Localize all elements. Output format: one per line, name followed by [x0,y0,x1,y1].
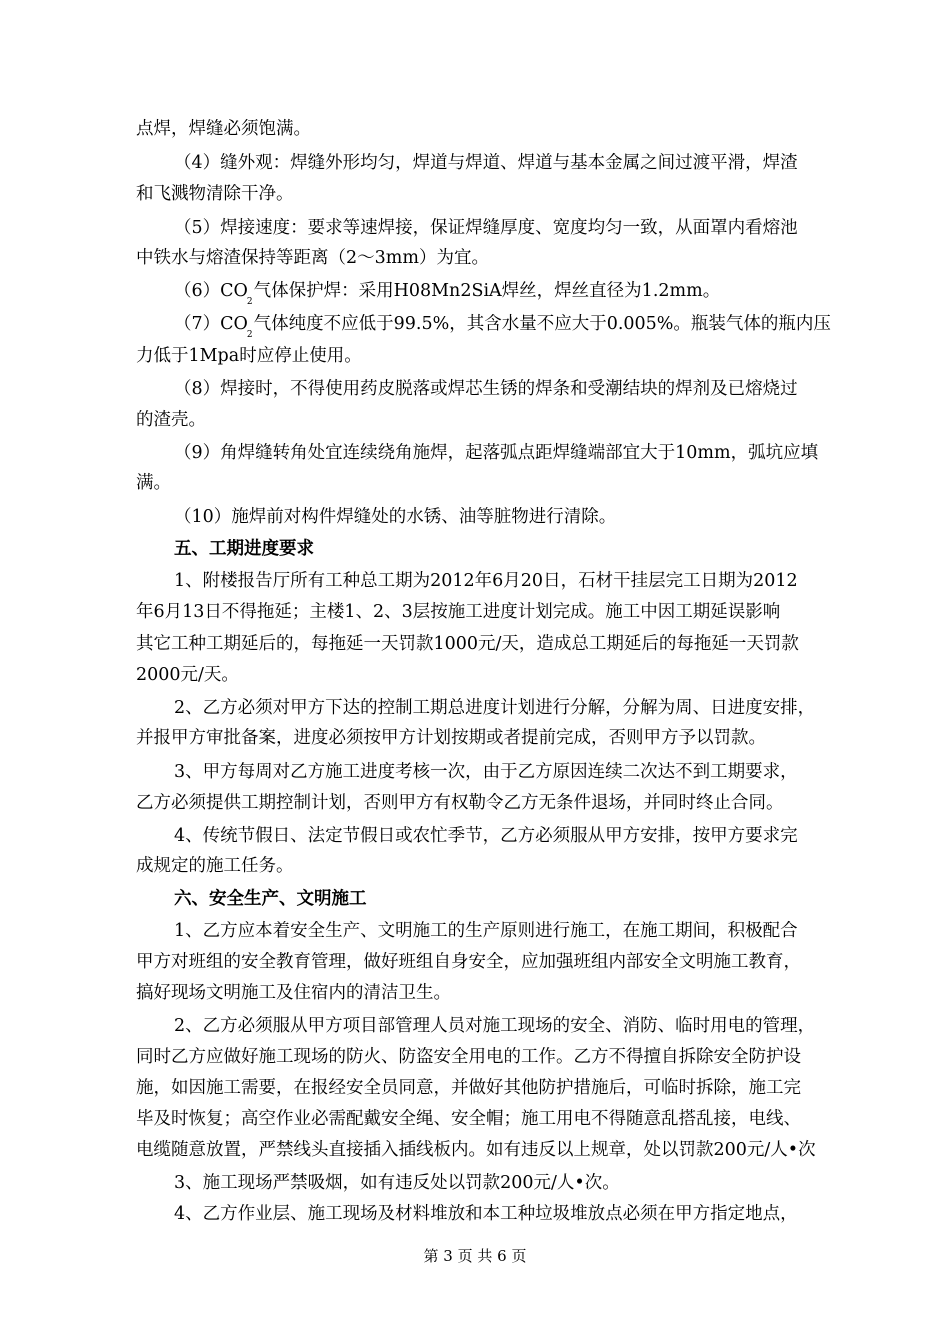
paragraph-line: 力低于1Mpa时应停止使用。 [136,346,362,366]
paragraph-line: 满。 [136,473,171,493]
paragraph-line: 毕及时恢复；高空作业必需配戴安全绳、安全帽；施工用电不得随意乱搭乱接，电线、 [136,1109,801,1129]
paragraph-line: （9）角焊缝转角处宜连续绕角施焊，起落弧点距焊缝端部宜大于10mm，弧坑应填 [174,443,819,463]
paragraph-line-co2-welding [174,280,874,305]
paragraph-line-co2-purity [174,313,874,338]
paragraph-line: 3、甲方每周对乙方施工进度考核一次，由于乙方原因连续二次达不到工期要求， [174,762,798,782]
paragraph-line: 并报甲方审批备案，进度必须按甲方计划按期或者提前完成，否则甲方予以罚款。 [136,728,766,748]
paragraph-line: （8）焊接时，不得使用药皮脱落或焊芯生锈的焊条和受潮结块的焊剂及已熔烧过 [174,379,798,399]
paragraph-line: （4）缝外观：焊缝外形均匀，焊道与焊道、焊道与基本金属之间过渡平滑，焊渣 [174,153,798,173]
paragraph-line: 乙方必须提供工期控制计划，否则甲方有权勒令乙方无条件退场，并同时终止合同。 [136,793,784,813]
paragraph-line: 的渣壳。 [136,410,206,430]
paragraph-line: 其它工种工期延后的，每拖延一天罚款1000元/天，造成总工期延后的每拖延一天罚款 [136,634,799,654]
subscript: 2 [246,330,253,340]
paragraph-line: 和飞溅物清除干净。 [136,184,294,204]
subscript: 2 [246,297,253,307]
paragraph-line: 甲方对班组的安全教育管理，做好班组自身安全，应加强班组内部安全文明施工教育， [136,952,801,972]
paragraph-line: 1、附楼报告厅所有工种总工期为2012年6月20日，石材干挂层完工日期为2012 [174,571,798,591]
paragraph-line: 2、乙方必须对甲方下达的控制工期总进度计划进行分解，分解为周、日进度安排， [174,698,816,718]
paragraph-line: 4、乙方作业层、施工现场及材料堆放和本工种垃圾堆放点必须在甲方指定地点， [174,1204,798,1224]
paragraph-line: 1、乙方应本着安全生产、文明施工的生产原则进行施工，在施工期间，积极配合 [174,921,798,941]
paragraph-line: 成规定的施工任务。 [136,856,294,876]
paragraph-line: 2、乙方必须服从甲方项目部管理人员对施工现场的安全、消防、临时用电的管理， [174,1016,816,1036]
paragraph-line: 年6月13日不得拖延；主楼1、2、3层按施工进度计划完成。施工中因工期延误影响 [136,602,781,622]
line-text: 气体保护焊：采用H08Mn2SiA焊丝，焊丝直径为1.2mm。 [253,281,721,301]
paragraph-line: （5）焊接速度：要求等速焊接，保证焊缝厚度、宽度均匀一致，从面罩内看熔池 [174,218,798,238]
paragraph-line: （10）施焊前对构件焊缝处的水锈、油等脏物进行清除。 [174,507,617,527]
line-prefix: （6）CO [174,281,248,301]
paragraph-line: 4、传统节假日、法定节假日或农忙季节，乙方必须服从甲方安排，按甲方要求完 [174,826,798,846]
section-heading: 六、安全生产、文明施工 [174,889,367,909]
paragraph-line: 中铁水与熔渣保持等距离（2～3mm）为宜。 [136,248,489,268]
section-heading: 五、工期进度要求 [174,539,314,559]
paragraph-line: 点焊，焊缝必须饱满。 [136,119,311,139]
paragraph-line: 2000元/天。 [136,665,239,685]
paragraph-line: 施，如因施工需要，在报经安全员同意，并做好其他防护措施后，可临时拆除，施工完 [136,1078,801,1098]
line-prefix: （7）CO [174,314,248,334]
paragraph-line: 搞好现场文明施工及住宿内的清洁卫生。 [136,983,451,1003]
page-footer: 第 3 页 共 6 页 [423,1247,527,1265]
paragraph-line: 同时乙方应做好施工现场的防火、防盗安全用电的工作。乙方不得擅自拆除安全防护设 [136,1047,801,1067]
paragraph-line: 电缆随意放置，严禁线头直接插入插线板内。如有违反以上规章，处以罚款200元/人•次 [136,1140,816,1160]
paragraph-line: 3、施工现场严禁吸烟，如有违反处以罚款200元/人•次。 [174,1173,620,1193]
line-text: 气体纯度不应低于99.5%，其含水量不应大于0.005%。瓶装气体的瓶内压 [253,314,831,334]
